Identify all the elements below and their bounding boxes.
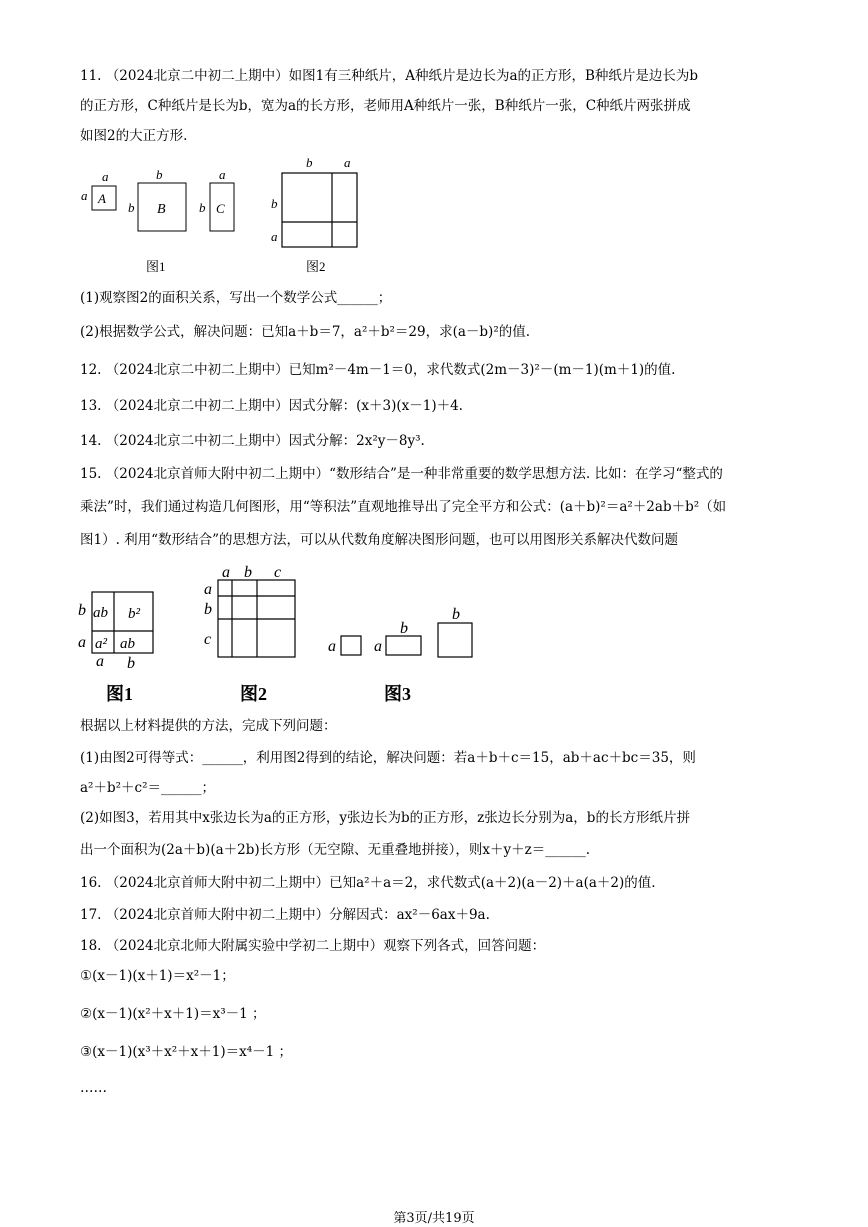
- f15-1-bottom-a: a: [96, 653, 104, 670]
- f15-1-cell-ab-bottom: ab: [120, 636, 135, 652]
- f15-1-cell-b2: b²: [128, 606, 140, 622]
- q13-text: 13. （2024北京二中初二上期中）因式分解：(x＋3)(x－1)＋4.: [80, 398, 463, 414]
- q18-item-3: ③(x－1)(x³＋x²＋x＋1)＝x⁴－1 ；: [80, 1044, 293, 1060]
- fig1-label-a-top: a: [102, 169, 109, 184]
- fig1-piece-a: A: [98, 191, 106, 206]
- fig1-label-c-top: a: [219, 167, 226, 182]
- q11-line-1: 11. （2024北京二中初二上期中）如图1有三种纸片，A种纸片是边长为a的正方形，B种纸片是边长为b: [80, 68, 699, 84]
- f15-2-left-c: c: [204, 631, 212, 648]
- fig1-label-b-left: b: [128, 200, 135, 215]
- f15-3-a-2: a: [374, 638, 382, 655]
- q11-part-2: (2)根据数学公式，解决问题：已知a＋b＝7，a²＋b²＝29，求(a－b)²的值.: [80, 324, 531, 340]
- page-footer: 第3页/共19页: [393, 1211, 475, 1226]
- fig2-label-b-left: b: [271, 196, 278, 211]
- q15-part1-line1: (1)由图2可得等式：______，利用图2得到的结论，解决问题：若a＋b＋c＝15，ab＋ac＋bc＝35，则: [80, 750, 696, 766]
- q18-item-1: ①(x－1)(x＋1)＝x²－1；: [80, 968, 235, 984]
- f15-2-top-c: c: [274, 564, 282, 581]
- fig1-label-b-top: b: [156, 167, 163, 182]
- f15-3-caption: 图3: [384, 684, 411, 704]
- fig2-label-a-top: a: [344, 155, 351, 170]
- q15-line-1: 15. （2024北京首师大附中初二上期中）“数形结合”是一种非常重要的数学思想方法. 比如：在学习“整式的: [80, 466, 723, 482]
- fig1-piece-c: C: [216, 201, 225, 216]
- q15-part2-line2: 出一个面积为(2a＋b)(a＋2b)长方形（无空隙、无重叠地拼接），则x＋y＋z＝______.: [80, 842, 591, 858]
- fig1-label-a-left: a: [81, 188, 88, 203]
- f15-1-bottom-b: b: [127, 655, 135, 672]
- fig2-label-b-top: b: [306, 155, 313, 170]
- q18-title: 18. （2024北京北师大附属实验中学初二上期中）观察下列各式，回答问题：: [80, 938, 546, 954]
- q17-text: 17. （2024北京首师大附中初二上期中）分解因式：ax²－6ax＋9a.: [80, 907, 490, 923]
- fig1-caption: 图1: [146, 259, 166, 274]
- q12-text: 12. （2024北京二中初二上期中）已知m²－4m－1＝0，求代数式(2m－3)²－(m－1)(m＋1)的值.: [80, 362, 676, 378]
- q15-figures: [76, 562, 486, 714]
- f15-3-b-2: b: [452, 606, 460, 623]
- q11-figure-2: [266, 152, 376, 284]
- f15-1-cell-a2: a²: [95, 636, 107, 652]
- f15-2-top-b: b: [244, 564, 252, 581]
- f15-2-left-a: a: [204, 581, 212, 598]
- fig1-label-c-left: b: [199, 200, 206, 215]
- q15-part2-line1: (2)如图3，若用其中x张边长为a的正方形，y张边长为b的正方形，z张边长分别为a，b的长方形纸片拼: [80, 810, 690, 826]
- q15-part1-line2: a²＋b²＋c²＝______；: [80, 780, 215, 796]
- fig2-label-a-left: a: [271, 229, 278, 244]
- q11-part-1: (1)观察图2的面积关系，写出一个数学公式______；: [80, 290, 392, 306]
- q14-text: 14. （2024北京二中初二上期中）因式分解：2x²y－8y³.: [80, 433, 425, 449]
- q11-figure-1: [78, 158, 248, 284]
- f15-1-cell-ab-top: ab: [93, 605, 108, 621]
- q11-line-2: 的正方形，C种纸片是长为b，宽为a的长方形，老师用A种纸片一张，B种纸片一张，C种纸片两张拼成: [80, 98, 691, 114]
- q15-line-2: 乘法”时，我们通过构造几何图形，用“等积法”直观地推导出了完全平方和公式：(a＋b)²＝a²＋2ab＋b²（如: [80, 499, 727, 515]
- f15-2-top-a: a: [222, 564, 230, 581]
- f15-1-caption: 图1: [106, 684, 133, 704]
- q18-ellipsis: ……: [80, 1080, 107, 1096]
- f15-3-b-1: b: [400, 620, 408, 637]
- q11-line-3: 如图2的大正方形.: [80, 128, 188, 144]
- q18-item-2: ②(x－1)(x²＋x＋1)＝x³－1 ；: [80, 1006, 266, 1022]
- f15-1-left-b: b: [78, 602, 86, 619]
- f15-2-caption: 图2: [240, 684, 267, 704]
- f15-3-a-1: a: [328, 638, 336, 655]
- f15-1-left-a: a: [78, 634, 86, 651]
- q15-intro: 根据以上材料提供的方法，完成下列问题：: [80, 718, 337, 734]
- fig1-piece-b: B: [157, 202, 166, 217]
- q16-text: 16. （2024北京首师大附中初二上期中）已知a²＋a＝2，求代数式(a＋2)(a－2)＋a(a＋2)的值.: [80, 875, 656, 891]
- fig2-caption: 图2: [306, 259, 326, 274]
- q15-line-3: 图1）. 利用“数形结合”的思想方法，可以从代数角度解决图形问题，也可以用图形关系解决代数问题: [80, 532, 678, 548]
- f15-2-left-b: b: [204, 601, 212, 618]
